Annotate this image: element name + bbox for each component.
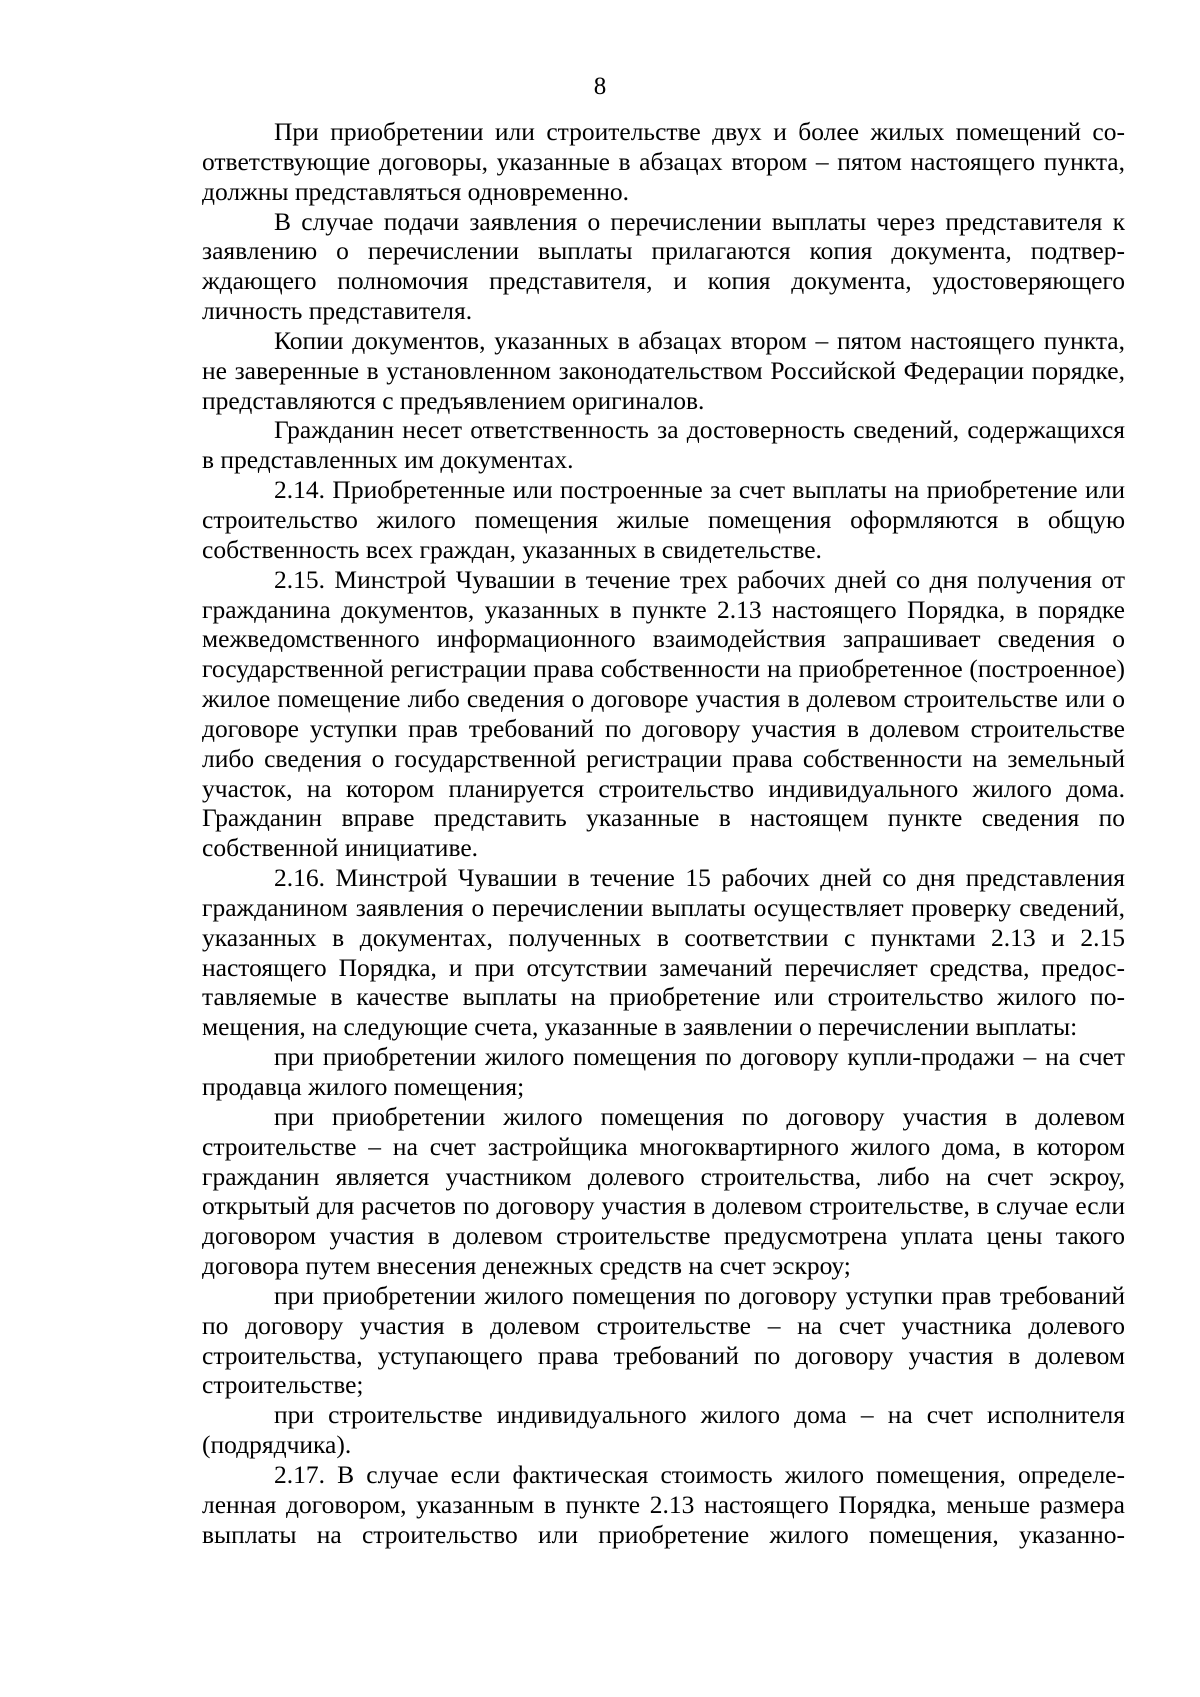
page-number: 8 [593, 73, 607, 100]
document-body [202, 117, 1125, 1550]
paragraph: В случае подачи заявления о перечислении выплаты через представителя к заявлению о перечислении выплаты прилагаются копия документа, подтверждающего полномочия представителя, и копия документа, удостоверяющего личность представителя. [202, 206, 1125, 326]
paragraph: 2.15. Минстрой Чувашии в течение трех рабочих дней со дня получения от гражданина документов, указанных в пункте 2.13 настоящего Порядка, в порядке межведомственного информационного взаимодействия запрашивает сведения о государственной регистрации права собственности на приобретенное (построенное) жилое помещение либо сведения о договоре участия в долевом строительстве или о договоре уступки прав требований по договору участия в долевом строительстве либо сведения о государственной регистрации права собственности на земельный участок, на котором планируется строительство индивидуального жилого дома. Гражданин вправе представить указанные в настоящем пункте сведения по собственной инициативе. [202, 564, 1125, 863]
paragraph: 2.14. Приобретенные или построенные за счет выплаты на приобретение или строительство жилого помещения жилые помещения оформляются в общую собственность всех граждан, указанных в свидетельстве. [202, 475, 1125, 564]
paragraph: при приобретении жилого помещения по договору уступки прав требований по договору участия в долевом строительстве – на счет участника долевого строительства, уступающего права требований по договору участия в долевом строительстве; [202, 1280, 1125, 1400]
paragraph: Гражданин несет ответственность за достоверность сведений, содержащихся в представленных им документах. [202, 415, 1125, 475]
paragraph: при приобретении жилого помещения по договору купли-продажи – на счет продавца жилого помещения; [202, 1042, 1125, 1101]
paragraph: Копии документов, указанных в абзацах втором – пятом настоящего пункта, не заверенные в установленном законодательством Российской Федерации порядке, представляются с предъявлением оригиналов. [202, 325, 1125, 415]
paragraph: при строительстве индивидуального жилого дома – на счет исполнителя (подрядчика). [202, 1400, 1125, 1460]
paragraph: 2.17. В случае если фактическая стоимость жилого помещения, определеленная договором, указанным в пункте 2.13 настоящего Порядка, меньше размера выплаты на строительство или приобретение жилого помещения, указанно- [202, 1459, 1125, 1549]
paragraph: 2.16. Минстрой Чувашии в течение 15 рабочих дней со дня представления гражданином заявления о перечислении выплаты осуществляет проверку сведений, указанных в документах, полученных в соответствии с пунктами 2.13 и 2.15 настоящего Порядка, и при отсутствии замечаний перечисляет средства, предоставляемые в качестве выплаты на приобретение или строительство жилого помещения, на следующие счета, указанные в заявлении о перечислении выплаты: [202, 863, 1125, 1042]
paragraph: При приобретении или строительстве двух и более жилых помещений соответствующие договоры, указанные в абзацах втором – пятом настоящего пункта, должны представляться одновременно. [202, 117, 1125, 206]
paragraph: при приобретении жилого помещения по договору участия в долевом строительстве – на счет застройщика многоквартирного жилого дома, в котором гражданин является участником долевого строительства, либо на счет эскроу, открытый для расчетов по договору участия в долевом строительстве, в случае если договором участия в долевом строительстве предусмотрена уплата цены такого договора путем внесения денежных средств на счет эскроу; [202, 1101, 1125, 1281]
